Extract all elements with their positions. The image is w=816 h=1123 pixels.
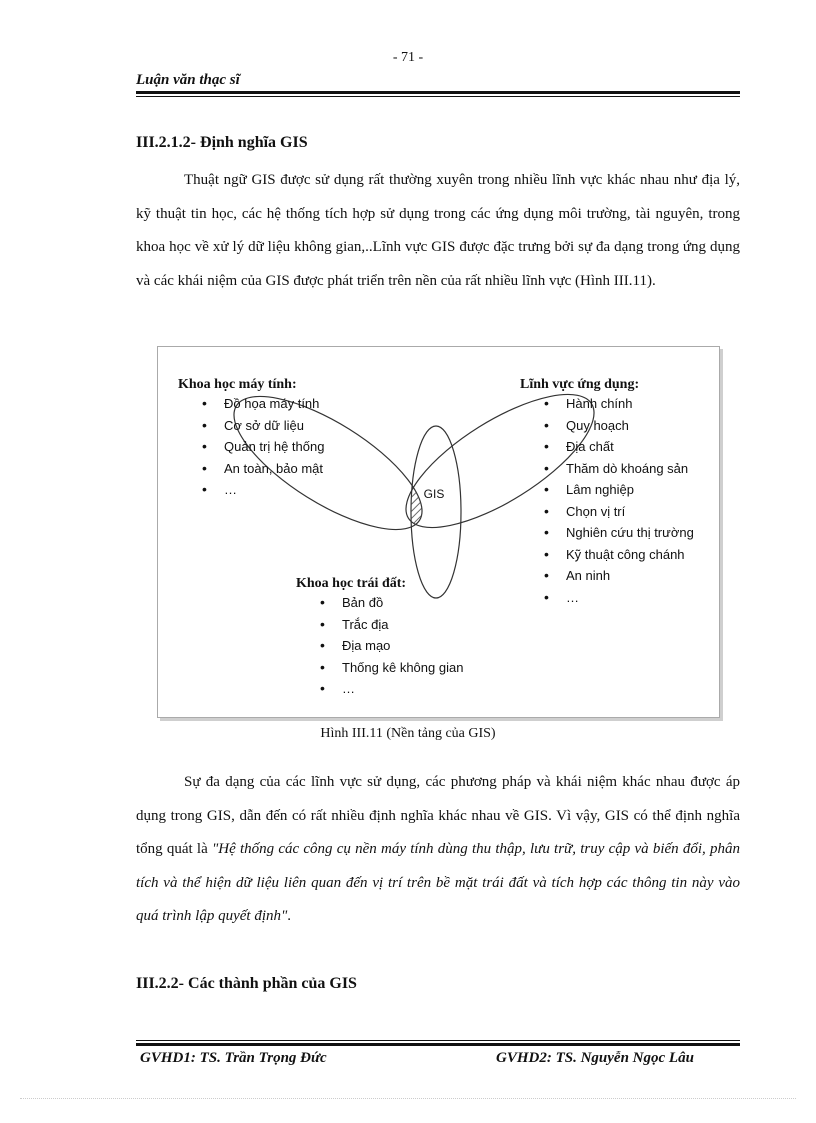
list-item: • Quy hoạch	[544, 415, 694, 437]
advisor-2: GVHD2: TS. Nguyễn Ngọc Lâu	[496, 1050, 694, 1066]
variety-paragraph-end: .	[287, 908, 292, 924]
computer-science-title: Khoa học máy tính:	[178, 377, 297, 392]
list-item: • …	[320, 678, 463, 700]
list-item: • …	[202, 479, 324, 501]
advisor-1: GVHD1: TS. Trần Trọng Đức	[140, 1050, 327, 1066]
footer-rule	[136, 1043, 740, 1046]
definition-paragraph	[136, 164, 740, 298]
list-item: • Lâm nghiệp	[544, 479, 694, 501]
list-item: • Thống kê không gian	[320, 657, 463, 679]
list-item: • Quản trị hệ thống	[202, 436, 324, 458]
definition-paragraph-text: Thuật ngữ GIS được sử dụng rất thường xuyên trong nhiều lĩnh vực khác nhau như địa lý, kỹ thuật tin học, các hệ thống tích hợp sử dụng trong các ứng dụng môi trường, tài nguyên, trong khoa học về xử lý dữ liệu không gian,..Lĩnh vực GIS được đặc trưng bởi sự đa dạng trong ứng dụng và các khái niệm của GIS được phát triển trên nền của rất nhiều lĩnh vực (Hình III.11).	[136, 172, 740, 289]
header-rule-thin	[136, 96, 740, 97]
computer-science-group	[178, 377, 324, 501]
list-item: • Bản đồ	[320, 592, 463, 614]
earth-science-title: Khoa học trái đất:	[296, 576, 407, 591]
list-item: • Cơ sở dữ liệu	[202, 415, 324, 437]
list-item: • Kỹ thuật công chánh	[544, 544, 694, 566]
variety-paragraph	[136, 766, 740, 934]
header-rule	[136, 91, 740, 94]
page-bottom-divider	[20, 1098, 796, 1099]
list-item: • An toàn, bảo mật	[202, 458, 324, 480]
list-item: • …	[544, 587, 694, 609]
list-item: • Thăm dò khoáng sản	[544, 458, 694, 480]
list-item: • Hành chính	[544, 393, 694, 415]
list-item: • Trắc địa	[320, 614, 463, 636]
gis-center-label: GIS	[423, 487, 445, 501]
page-number: - 71 -	[392, 50, 424, 65]
gis-definition-quote: "Hệ thống các công cụ nền máy tính dùng thu thập, lưu trữ, truy cập và biến đổi, phân tích và thể hiện dữ liệu liên quan đến vị trí trên bề mặt trái đất và tích hợp các thông tin này vào quá trình lập quyết định"	[136, 841, 740, 924]
list-item: • Địa mạo	[320, 635, 463, 657]
thesis-title: Luận văn thạc sĩ	[136, 72, 240, 88]
earth-science-group	[296, 576, 463, 700]
applications-group	[520, 377, 694, 608]
footer-rule-thin	[136, 1040, 740, 1041]
variety-paragraph-text: Sự đa dạng của các lĩnh vực sử dụng, các phương pháp và khái niệm khác nhau được áp dụng trong GIS, dẫn đến có rất nhiều định nghĩa khác nhau về GIS. Vì vậy, GIS có thể định nghĩa tổng quát là	[136, 774, 740, 857]
list-item: • Địa chất	[544, 436, 694, 458]
list-item: • Đồ họa máy tính	[202, 393, 324, 415]
list-item: • Chọn vị trí	[544, 501, 694, 523]
applications-title: Lĩnh vực ứng dụng:	[520, 377, 640, 392]
list-item: • An ninh	[544, 565, 694, 587]
section-heading-components: III.2.2- Các thành phần của GIS	[136, 975, 357, 992]
gis-foundation-figure	[157, 346, 720, 718]
section-heading-definition: III.2.1.2- Định nghĩa GIS	[136, 134, 308, 151]
figure-caption: Hình III.11 (Nền tảng của GIS)	[320, 726, 496, 741]
list-item: • Nghiên cứu thị trường	[544, 522, 694, 544]
